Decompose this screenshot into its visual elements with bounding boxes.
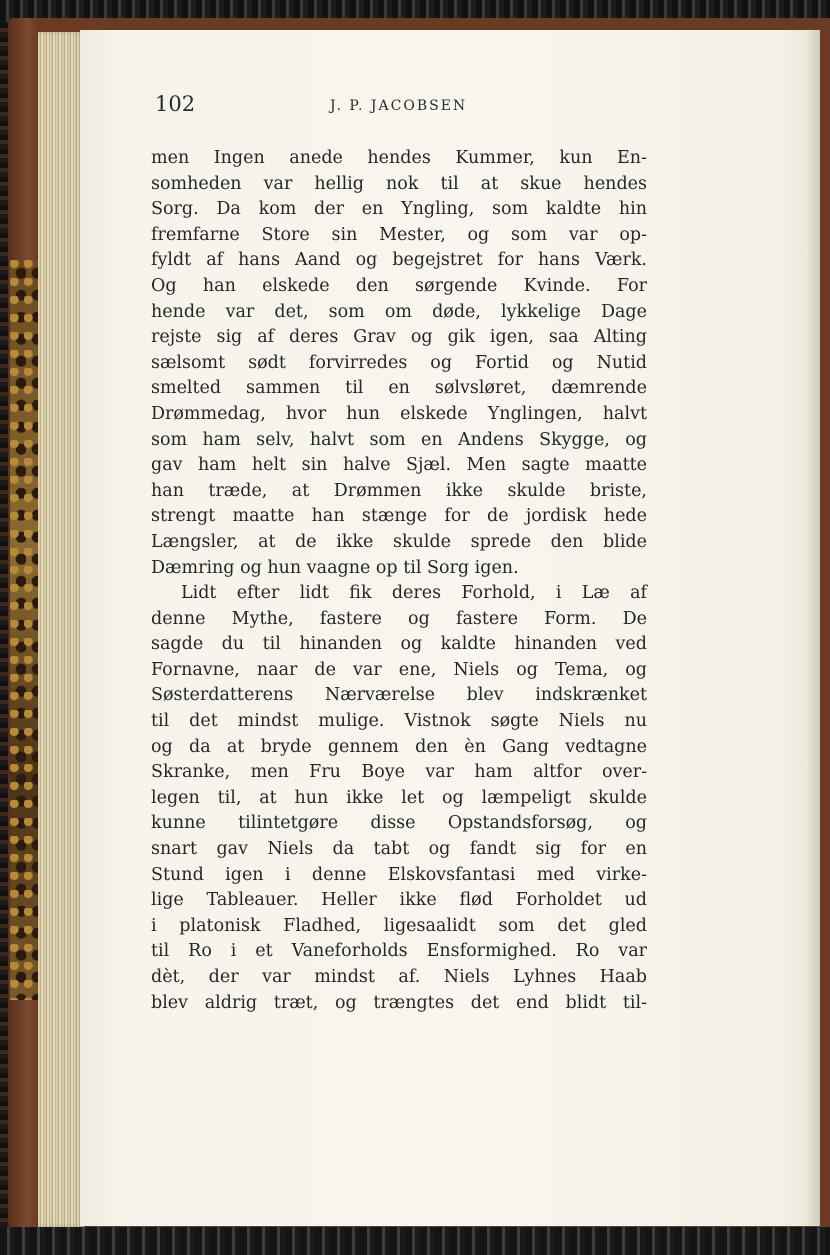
text-line: denne Mythe, fastere og fastere Form. De (151, 608, 647, 629)
text-line: legen til, at hun ikke let og læmpeligt skulde (151, 787, 647, 808)
text-line: Længsler, at de ikke skulde sprede den blide (151, 531, 647, 552)
page-gutter-shadow (806, 30, 820, 1226)
text-line: hende var det, som om døde, lykkelige Dage (151, 301, 647, 322)
text-line: til det mindst mulige. Vistnok søgte Niels nu (151, 711, 647, 732)
text-line: men Ingen anede hendes Kummer, kun En- (151, 148, 647, 168)
text-line: Og han elskede den sørgende Kvinde. For (151, 275, 647, 296)
text-line: fremfarne Store sin Mester, og som var op- (151, 224, 647, 245)
page-edges-stack (38, 32, 84, 1227)
text-line: som ham selv, halvt som en Andens Skygge, og (151, 429, 647, 450)
text-line: blev aldrig træt, og trængtes det end blidt til- (151, 992, 647, 1013)
text-line: sælsomt sødt forvirredes og Fortid og Nutid (151, 352, 647, 373)
text-line: strengt maatte han stænge for de jordisk hede (151, 506, 647, 527)
text-line: kunne tilintetgøre disse Opstandsforsøg, og (151, 813, 647, 834)
text-line: sagde du til hinanden og kaldte hinanden ved (151, 634, 647, 655)
text-line: Drømmedag, hvor hun elskede Ynglingen, halvt (151, 403, 647, 424)
marbled-endpaper (10, 260, 40, 1000)
text-line: Skranke, men Fru Boye var ham altfor over- (151, 762, 647, 783)
text-line: somheden var hellig nok til at skue hendes (151, 173, 647, 194)
text-line: Søsterdatterens Nærværelse blev indskrænket (151, 685, 647, 706)
text-line: smelted sammen til en sølvsløret, dæmrende (151, 378, 647, 399)
text-line: Dæmring og hun vaagne op til Sorg igen. (151, 557, 519, 578)
page-header (155, 92, 675, 122)
text-line: Sorg. Da kom der en Yngling, som kaldte hin (151, 199, 647, 220)
text-line: fyldt af hans Aand og begejstret for hans Værk. (151, 250, 647, 271)
text-line: Fornavne, naar de var ene, Niels og Tema, og (151, 659, 647, 680)
text-line: gav ham helt sin halve Sjæl. Men sagte maatte (151, 455, 647, 476)
text-line: Stund igen i denne Elskovsfantasi med virke- (151, 864, 647, 885)
text-line: i platonisk Fladhed, ligesaalidt som det gled (151, 915, 647, 936)
text-line: rejste sig af deres Grav og gik igen, saa Alting (151, 327, 647, 348)
text-line: snart gav Niels da tabt og fandt sig for en (151, 839, 647, 860)
text-line: han træde, at Drømmen ikke skulde briste, (151, 480, 647, 501)
body-text (151, 146, 647, 1016)
text-line: lige Tableauer. Heller ikke flød Forholdet ud (151, 890, 647, 911)
book-cover-bottom-edge (0, 1227, 830, 1255)
text-line: Lidt efter lidt fik deres Forhold, i Læ af (181, 583, 647, 604)
text-line: og da at bryde gennem den èn Gang vedtagne (151, 736, 647, 757)
text-line: til Ro i et Vaneforholds Ensformighed. Ro var (151, 941, 647, 962)
page-number: 102 (155, 92, 196, 116)
running-head: J. P. JACOBSEN (330, 98, 468, 114)
text-line: dèt, der var mindst af. Niels Lyhnes Haab (151, 967, 647, 987)
